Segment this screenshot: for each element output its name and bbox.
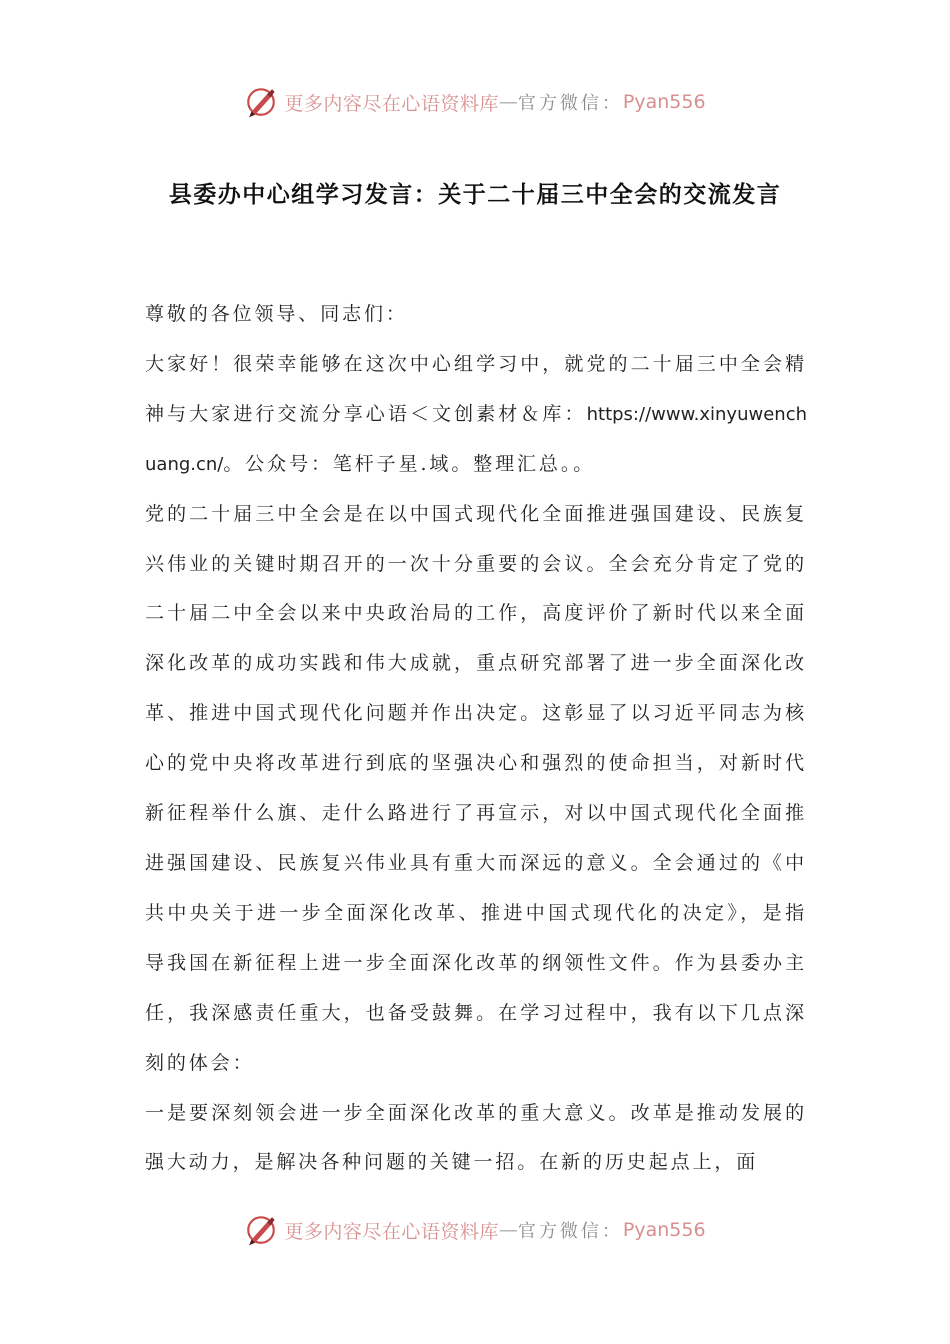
document-title: 县委办中心组学习发言：关于二十届三中全会的交流发言	[168, 182, 782, 208]
document-body	[145, 290, 807, 1188]
paragraph-plenum-overview: 党的二十届三中全会是在以中国式现代化全面推进强国建设、民族复兴伟业的关键时期召开的一次十分重要的会议。全会充分肯定了党的二十届二中全会以来中央政治局的工作，高度评价了新时代以来全面深化改革的成功实践和伟大成就，重点研究部署了进一步全面深化改革、推进中国式现代化问题并作出决定。这彰显了以习近平同志为核心的党中央将改革进行到底的坚强决心和强烈的使命担当，对新时代新征程举什么旗、走什么路进行了再宣示，对以中国式现代化全面推进强国建设、民族复兴伟业具有重大而深远的意义。全会通过的《中共中央关于进一步全面深化改革、推进中国式现代化的决定》，是指导我国在新征程上进一步全面深化改革的纲领性文件。作为县委办主任，我深感责任重大，也备受鼓舞。在学习过程中，我有以下几点深刻的体会：	[145, 502, 807, 1074]
pen-logo-icon	[244, 1213, 278, 1247]
watermark-brand-text: 更多内容尽在心语资料库	[284, 92, 499, 115]
paragraph-point-one: 一是要深刻领会进一步全面深化改革的重大意义。改革是推动发展的强大动力，是解决各种问题的关键一招。在新的历史起点上，面	[145, 1101, 807, 1174]
paragraph-greeting: 尊敬的各位领导、同志们：	[145, 303, 408, 325]
intro-text-tail: 。公众号：笔杆子星.域。整理汇总。。	[223, 452, 596, 475]
footer-watermark	[0, 1210, 950, 1250]
watermark-wechat-id: Pyan556	[622, 1219, 706, 1241]
watermark-label: 官方微信：	[517, 1221, 623, 1242]
header-watermark	[0, 82, 950, 122]
watermark-dash: —	[498, 91, 518, 113]
watermark-brand-text: 更多内容尽在心语资料库	[284, 1220, 499, 1243]
watermark-wechat-id: Pyan556	[622, 91, 706, 113]
intro-text: 大家好！很荣幸能够在这次中心组学习中，就党的二十届三中全会精神与大家进行交流分享心语＜文创素材＆库：	[145, 352, 807, 425]
watermark-dash: —	[498, 1219, 518, 1241]
watermark-label: 官方微信：	[517, 93, 623, 114]
source-url-link[interactable]: https://www.xinyuwenchuang.cn/	[145, 403, 807, 475]
pen-logo-icon	[244, 85, 278, 119]
paragraph-intro	[145, 340, 807, 490]
